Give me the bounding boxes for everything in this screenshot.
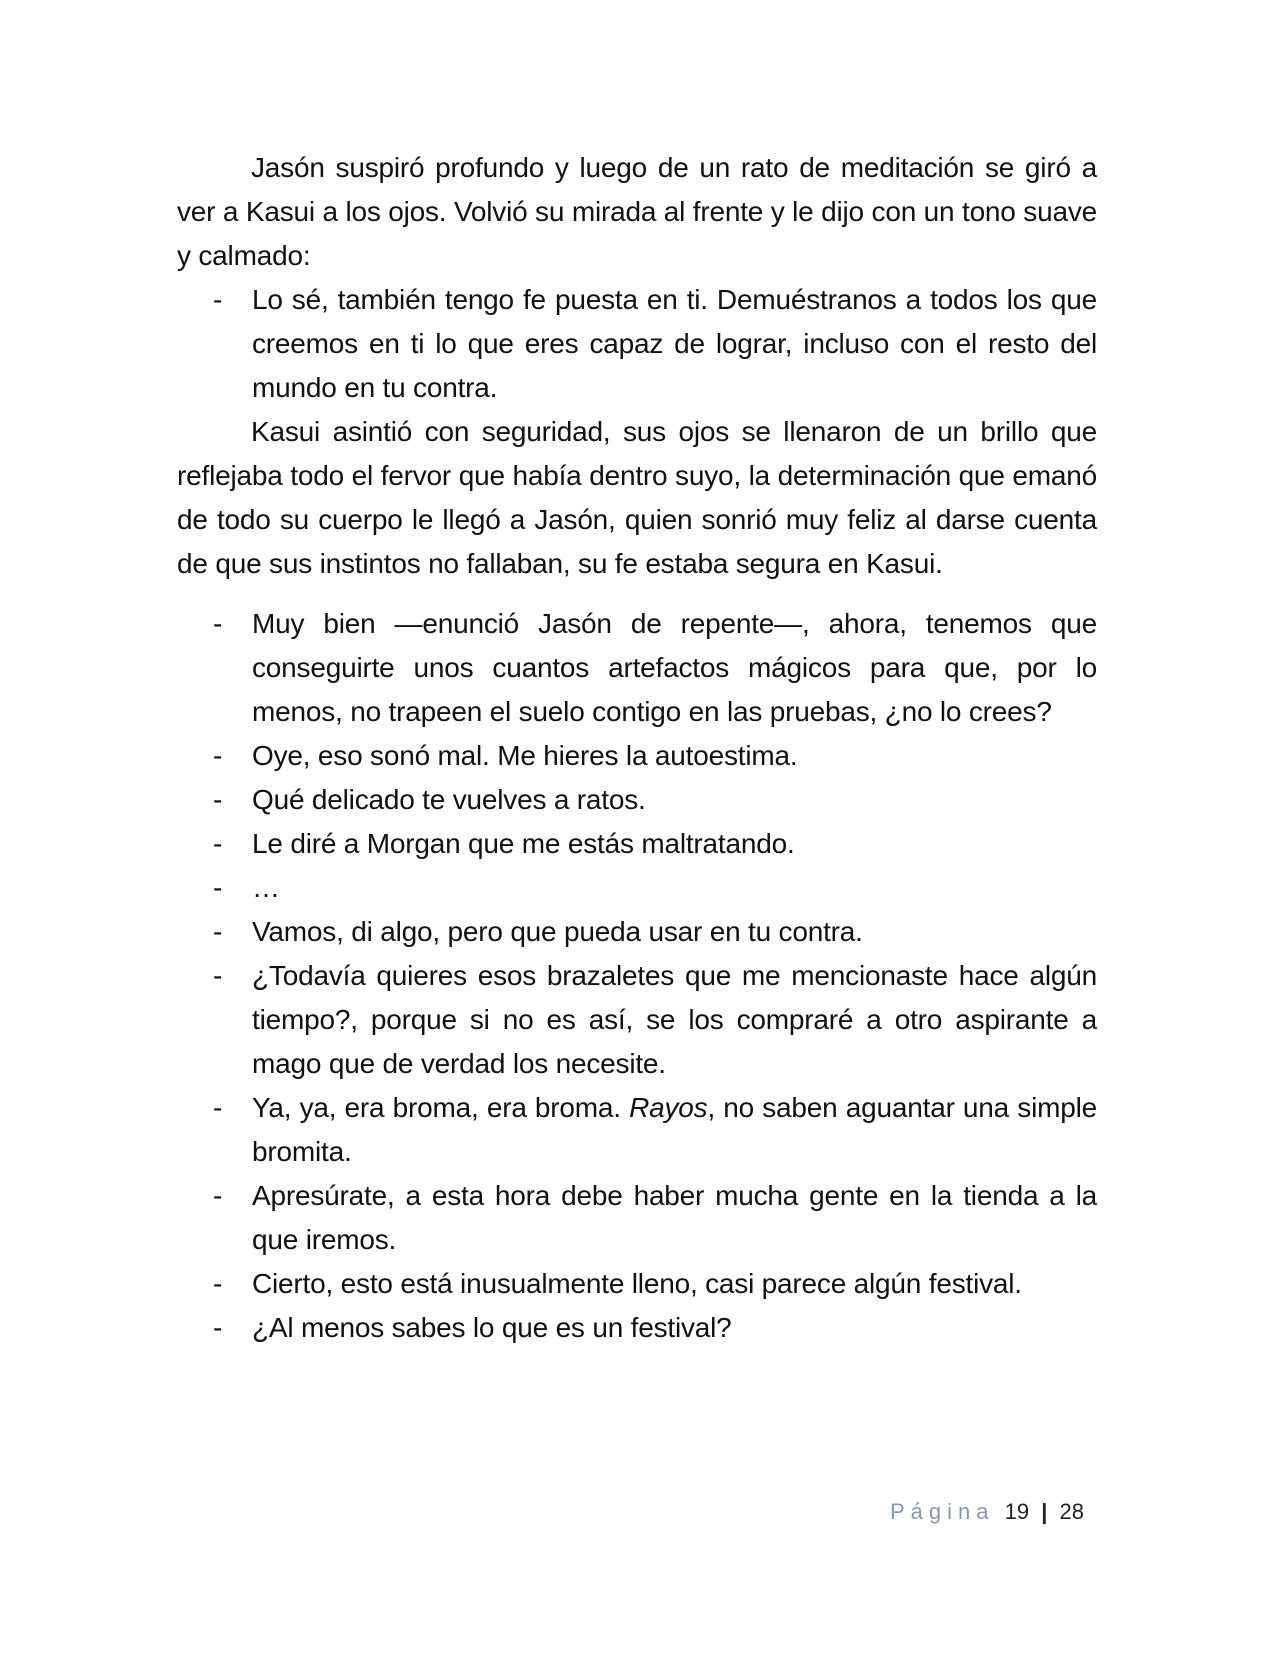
dialogue-line	[177, 602, 1097, 734]
current-page-number: 19	[1004, 1499, 1030, 1524]
dialogue-dash: -	[213, 960, 223, 991]
dialogue-line	[177, 778, 1097, 822]
dialogue-text: Oye, eso sonó mal. Me hieres la autoestima.	[252, 740, 798, 771]
dialogue-text: ¿Al menos sabes lo que es un festival?	[252, 1312, 732, 1343]
dialogue-text: Muy bien —enunció Jasón de repente—, ahora, tenemos que conseguirte unos cuantos artefactos mágicos para que, por lo menos, no trapeen el suelo contigo en las pruebas, ¿no lo crees?	[252, 608, 1097, 727]
dialogue-line	[177, 1306, 1097, 1350]
dialogue-line	[177, 866, 1097, 910]
dialogue-line	[177, 954, 1097, 1086]
page-label: Página	[890, 1499, 995, 1524]
narrative-paragraph: Kasui asintió con seguridad, sus ojos se llenaron de un brillo que reflejaba todo el fervor que había dentro suyo, la determinación que emanó de todo su cuerpo le llegó a Jasón, quien sonrió muy feliz al darse cuenta de que sus instintos no fallaban, su fe estaba segura en Kasui.	[177, 416, 1097, 579]
dialogue-dash: -	[213, 284, 223, 315]
dialogue-dash: -	[213, 828, 223, 859]
dialogue-text-start: Ya, ya, era broma, era broma.	[252, 1092, 630, 1123]
dialogue-line	[177, 910, 1097, 954]
dialogue-text: Lo sé, también tengo fe puesta en ti. Demuéstranos a todos los que creemos en ti lo que eres capaz de lograr, incluso con el resto del mundo en tu contra.	[252, 284, 1097, 403]
dialogue-dash: -	[213, 872, 223, 903]
page-separator: |	[1041, 1499, 1048, 1524]
dialogue-italic-word: Rayos	[629, 1092, 708, 1123]
dialogue-dash: -	[213, 916, 223, 947]
dialogue-text: Cierto, esto está inusualmente lleno, casi parece algún festival.	[252, 1268, 1022, 1299]
dialogue-dash: -	[213, 1268, 223, 1299]
dialogue-text-end: , no saben aguantar una simple bromita.	[252, 1092, 1097, 1167]
dialogue-line	[177, 1086, 1097, 1174]
dialogue-text: Vamos, di algo, pero que pueda usar en tu contra.	[252, 916, 863, 947]
dialogue-line	[177, 734, 1097, 778]
dialogue-text: …	[252, 872, 280, 903]
total-pages-number: 28	[1059, 1499, 1085, 1524]
dialogue-list	[177, 602, 1097, 1350]
dialogue-dash: -	[213, 784, 223, 815]
dialogue-dash: -	[213, 740, 223, 771]
page-footer	[890, 1497, 1084, 1527]
dialogue-text: Qué delicado te vuelves a ratos.	[252, 784, 646, 815]
dialogue-list	[177, 278, 1097, 410]
dialogue-line	[177, 1262, 1097, 1306]
dialogue-dash: -	[213, 1312, 223, 1343]
dialogue-dash: -	[213, 1180, 223, 1211]
dialogue-line	[177, 822, 1097, 866]
dialogue-dash: -	[213, 1092, 223, 1123]
narrative-paragraph: Jasón suspiró profundo y luego de un rato de meditación se giró a ver a Kasui a los ojos. Volvió su mirada al frente y le dijo con un tono suave y calmado:	[177, 152, 1097, 271]
dialogue-text: Le diré a Morgan que me estás maltratando.	[252, 828, 795, 859]
dialogue-dash: -	[213, 608, 223, 639]
dialogue-line	[177, 278, 1097, 410]
dialogue-text: Apresúrate, a esta hora debe haber mucha gente en la tienda a la que iremos.	[252, 1180, 1097, 1255]
page-body	[177, 146, 1097, 1350]
dialogue-text: ¿Todavía quieres esos brazaletes que me mencionaste hace algún tiempo?, porque si no es así, se los compraré a otro aspirante a mago que de verdad los necesite.	[252, 960, 1097, 1079]
dialogue-line	[177, 1174, 1097, 1262]
